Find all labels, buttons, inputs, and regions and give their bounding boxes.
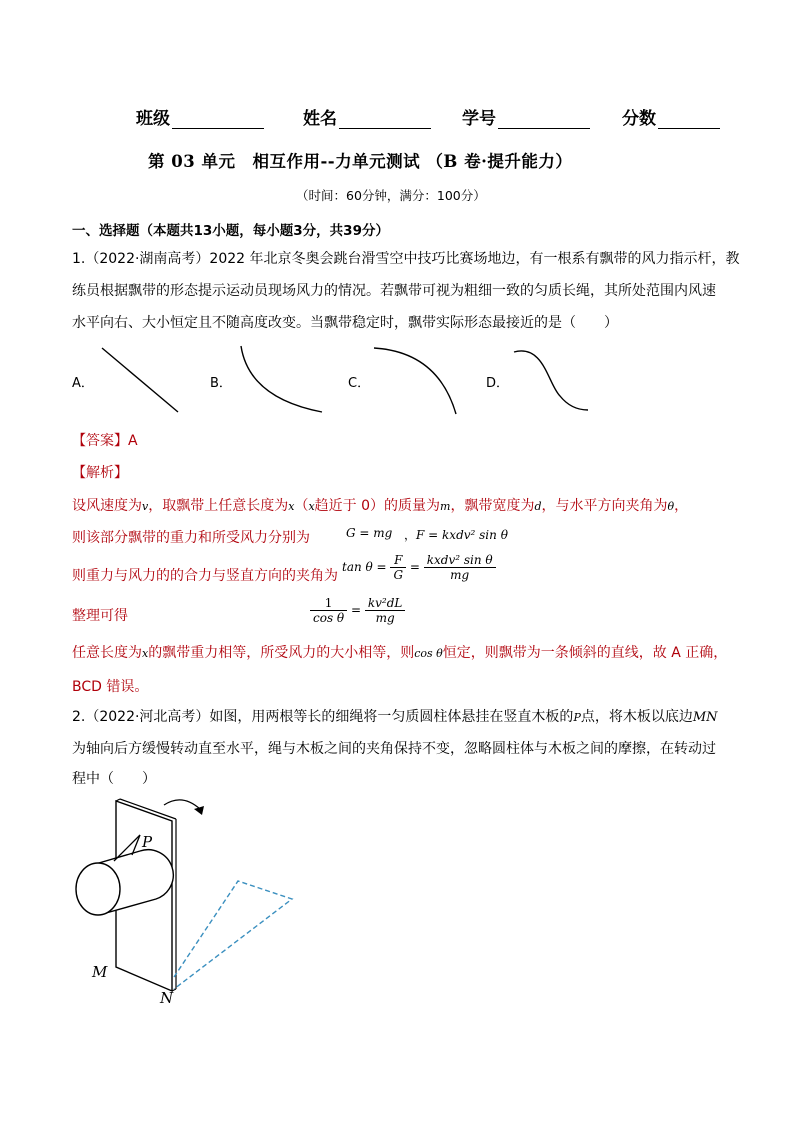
var-d: d: [534, 500, 542, 513]
board-top-edge: [116, 799, 120, 801]
analysis-line-2: 则该部分飘带的重力和所受风力分别为: [72, 530, 310, 546]
q2-line-3: 程中（ ）: [72, 771, 156, 787]
numerator: kv²dL: [365, 596, 406, 611]
fraction-f-over-g: [390, 553, 406, 582]
name-field: [303, 104, 431, 129]
answer-label: 【答案】: [72, 433, 128, 449]
analysis-line-5: [72, 642, 727, 662]
var-v: v: [142, 500, 149, 513]
class-label: 班级: [136, 109, 170, 129]
class-blank: [172, 110, 264, 129]
rotation-arrow-icon: [164, 800, 200, 809]
denominator: mg: [375, 611, 395, 625]
q2-figure: [70, 795, 310, 1007]
numerator: 1: [310, 596, 347, 611]
name-blank: [339, 110, 431, 129]
equals-sign: =: [409, 560, 420, 574]
analysis-text: 趋近于 0）的质量为: [314, 498, 441, 514]
analysis-text: 任意长度为: [72, 645, 142, 661]
score-field: [622, 104, 720, 129]
formula-text: G = mg: [346, 526, 393, 540]
score-blank: [658, 110, 720, 129]
ribbon-concave-curve: [374, 348, 456, 414]
id-blank: [498, 110, 590, 129]
option-c-figure: [368, 340, 464, 422]
name-label: 姓名: [303, 109, 337, 129]
var-theta: θ: [667, 500, 675, 513]
q2-line-1: [72, 702, 718, 733]
analysis-line-4: 整理可得: [72, 608, 128, 624]
class-field: [136, 104, 264, 129]
analysis-text: 恒定，则飘带为一条倾斜的直线，故 A 正确，: [442, 645, 728, 661]
id-field: [462, 104, 590, 129]
option-a-label: A．: [72, 376, 94, 391]
analysis-line-1: [72, 495, 688, 515]
analysis-text: ，: [674, 498, 689, 514]
analysis-text: ，取飘带上任意长度为: [148, 498, 289, 514]
option-a-figure: [96, 342, 186, 418]
var-m: m: [440, 500, 451, 513]
label-m: M: [92, 963, 108, 981]
analysis-text: （: [294, 498, 309, 514]
analysis-text: 的飘带重力相等，所受风力的大小相等，则: [148, 645, 415, 661]
q1-line-1: 1.（2022·湖南高考）2022 年北京冬奥会跳台滑雪空中技巧比赛场地边，有一根系有飘带的风力指示杆，教: [72, 251, 740, 267]
fraction-kv2dl-over-mg: [365, 596, 406, 625]
formula-gravity: [346, 526, 392, 540]
q1-line-2: 练员根据飘带的形态提示运动员现场风力的情况。若飘带可视为粗细一致的匀质长绳，其所处范围内风速: [72, 283, 716, 299]
var-cos-theta: cos θ: [414, 647, 443, 660]
formula-wind-force: [404, 526, 508, 543]
q2-text: 点，将木板以底边: [580, 709, 693, 725]
var-x: x: [308, 500, 315, 513]
option-c-label: C．: [348, 376, 371, 391]
denominator: cos θ: [313, 611, 345, 625]
numerator: F: [390, 553, 406, 568]
denominator: mg: [450, 568, 470, 582]
ribbon-straight-line: [102, 348, 178, 412]
ribbon-s-curve: [514, 351, 588, 410]
ribbon-convex-curve: [241, 346, 322, 412]
var-mn: MN: [692, 710, 718, 725]
analysis-text: ，飘带宽度为: [450, 498, 535, 514]
analysis-text: 设风速度为: [72, 498, 142, 514]
option-d-figure: [508, 344, 594, 416]
var-x: x: [142, 647, 149, 660]
board-horizontal-outline: [174, 881, 292, 989]
option-d-label: D．: [486, 376, 510, 391]
option-b-figure: [234, 340, 330, 420]
label-n: N: [160, 989, 174, 1007]
formula-text: F = kxdv² sin θ: [416, 528, 508, 542]
var-p: P: [573, 711, 581, 724]
analysis-label: 【解析】: [72, 465, 128, 481]
formula-tan: [342, 553, 496, 582]
fraction-one-over-cos: [310, 596, 347, 625]
q1-line-3: 水平向右、大小恒定且不随高度改变。当飘带稳定时，飘带实际形态最接近的是（ ）: [72, 315, 618, 331]
q2-text: 2.（2022·河北高考）如图，用两根等长的细绳将一匀质圆柱体悬挂在竖直木板的: [72, 709, 574, 725]
answer-value: A: [128, 433, 138, 449]
equals-sign: =: [350, 603, 362, 617]
fraction-force-ratio: [424, 553, 496, 582]
numerator: kxdv² sin θ: [424, 553, 496, 568]
answer-line: [72, 430, 138, 450]
page-title: 第 03 单元 相互作用--力单元测试 （B 卷·提升能力）: [148, 152, 573, 171]
analysis-line-6: BCD 错误。: [72, 679, 149, 695]
formula-cos: [310, 596, 405, 625]
cylinder-end-face: [76, 863, 120, 915]
section-heading: 一、选择题（本题共13小题，每小题3分，共39分）: [72, 223, 389, 239]
analysis-line-3: 则重力与风力的的合力与竖直方向的夹角为: [72, 568, 338, 584]
denominator: G: [393, 568, 404, 582]
option-b-label: B．: [210, 376, 232, 391]
id-label: 学号: [462, 109, 496, 129]
page-subtitle: （时间：60分钟，满分：100分）: [296, 188, 486, 203]
formula-separator: ，: [404, 528, 417, 542]
var-x: x: [288, 500, 295, 513]
score-label: 分数: [622, 109, 656, 129]
analysis-text: ，与水平方向夹角为: [541, 498, 668, 514]
formula-text: tan θ =: [342, 560, 387, 574]
q2-line-2: 为轴向后方缓慢转动直至水平，绳与木板之间的夹角保持不变，忽略圆柱体与木板之间的摩擦，在转动过: [72, 741, 716, 757]
label-p: P: [142, 833, 153, 851]
